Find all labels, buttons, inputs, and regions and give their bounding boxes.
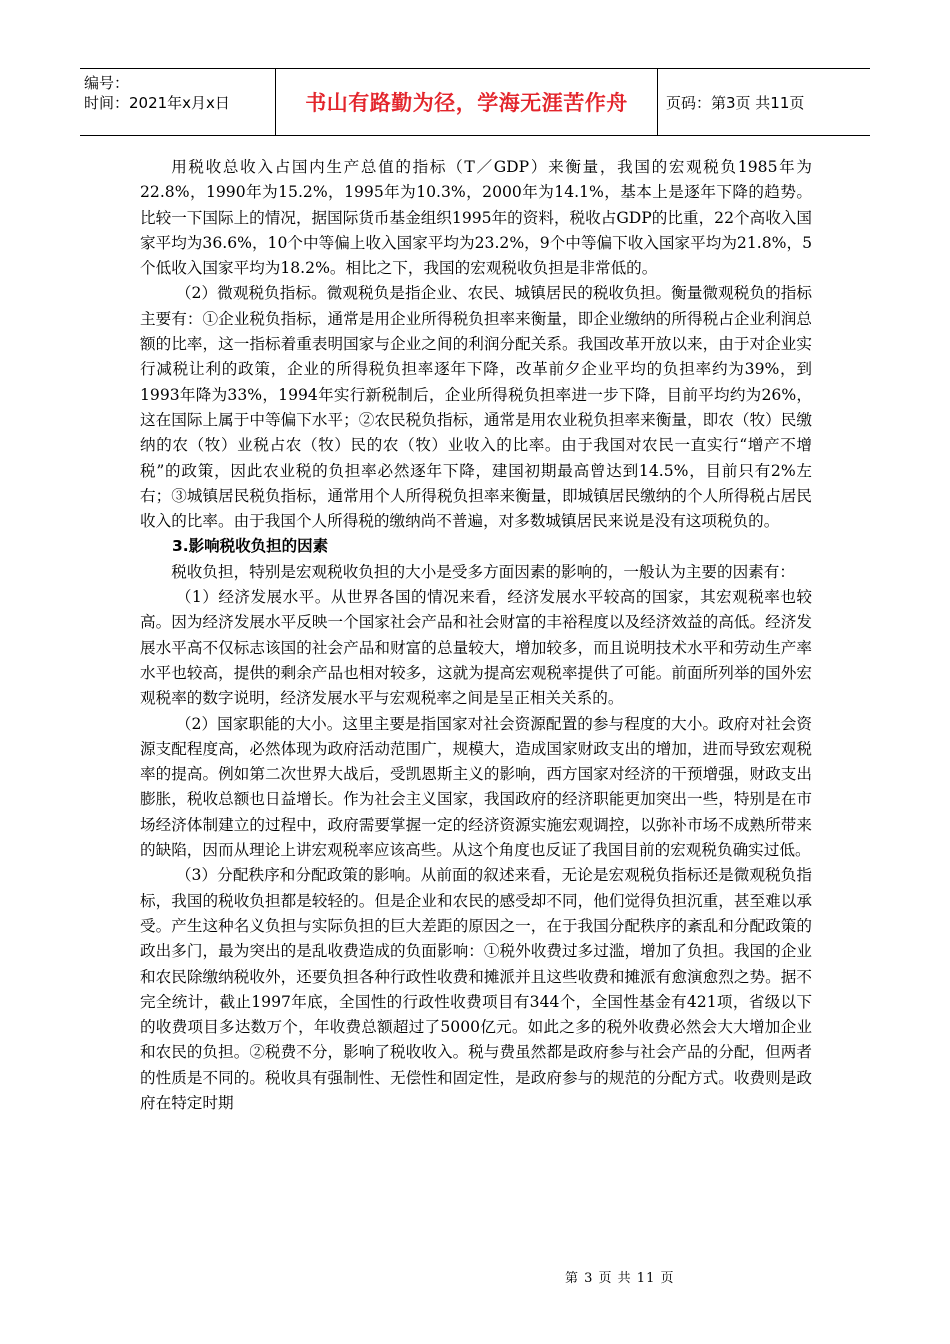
- page-footer: 第 3 页 共 11 页: [565, 1271, 675, 1286]
- doc-time-label: 时间：2021年x月x日: [84, 94, 230, 112]
- section-heading: 3.影响税收负担的因素: [172, 537, 329, 556]
- header-meta: [80, 69, 276, 135]
- document-body: [140, 155, 812, 1116]
- paragraph-state-function: （2）国家职能的大小。这里主要是指国家对社会资源配置的参与程度的大小。政府对社会资源支配程度高，必然体现为政府活动范围广，规模大，造成国家财政支出的增加，进而导致宏观税率的提高。例如第二次世界大战后，受凯恩斯主义的影响，西方国家对经济的干预增强，财政支出膨胀，税收总额也日益增长。作为社会主义国家，我国政府的经济职能更加突出一些，特别是在市场经济体制建立的过程中，政府需要掌握一定的经济资源实施宏观调控，以弥补市场不成熟所带来的缺陷，因而从理论上讲宏观税率应该高些。从这个角度也反证了我国目前的宏观税负确实过低。: [140, 714, 812, 860]
- document-header: [80, 68, 870, 136]
- header-page-info: 页码：第3页 共11页: [666, 93, 805, 112]
- paragraph-distribution-policy: （3）分配秩序和分配政策的影响。从前面的叙述来看，无论是宏观税负指标还是微观税负指标，我国的税收负担都是较轻的。但是企业和农民的感受却不同，他们觉得负担沉重，甚至难以承受。产生这种名义负担与实际负担的巨大差距的原因之一，在于我国分配秩序的紊乱和分配政策的政出多门，最为突出的是乱收费造成的负面影响：①税外收费过多过滥，增加了负担。我国的企业和农民除缴纳税收外，还要负担各种行政性收费和摊派并且这些收费和摊派有愈演愈烈之势。据不完全统计，截止1997年底，全国性的行政性收费项目有344个，全国性基金有421项，省级以下的收费项目多达数万个，年收费总额超过了5000亿元。如此之多的税外收费必然会大大增加企业和农民的负担。②税费不分，影响了税收收入。税与费虽然都是政府参与社会产品的分配，但两者的性质是不同的。税收具有强制性、无偿性和固定性，是政府参与的规范的分配方式。收费则是政府在特定时期: [140, 866, 812, 1112]
- paragraph-factors-intro: 税收负担，特别是宏观税收负担的大小是受多方面因素的影响的，一般认为主要的因素有：: [171, 562, 795, 581]
- header-motto: 书山有路勤为径，学海无涯苦作舟: [276, 69, 658, 135]
- paragraph-macro-tax: 用税收总收入占国内生产总值的指标（T／GDP）来衡量，我国的宏观税负1985年为22.8%，1990年为15.2%，1995年为10.3%，2000年为14.1%，基本上是逐年下降的趋势。比较一下国际上的情况，据国际货币基金组织1995年的资料，税收占GDP的比重，22个高收入国家平均为36.6%，10个中等偏上收入国家平均为23.2%，9个中等偏下收入国家平均为21.8%，5个低收入国家平均为18.2%。相比之下，我国的宏观税收负担是非常低的。: [140, 158, 812, 278]
- doc-number-label: 编号：: [84, 74, 130, 92]
- paragraph-economic-level: （1）经济发展水平。从世界各国的情况来看，经济发展水平较高的国家，其宏观税率也较高。因为经济发展水平反映一个国家社会产品和社会财富的丰裕程度以及经济效益的高低。经济发展水平高不仅标志该国的社会产品和财富的总量较大，增加较多，而且说明技术水平和劳动生产率水平也较高，提供的剩余产品也相对较多，这就为提高宏观税率提供了可能。前面所列举的国外宏观税率的数字说明，经济发展水平与宏观税率之间是呈正相关关系的。: [140, 588, 812, 708]
- paragraph-micro-tax: （2）微观税负指标。微观税负是指企业、农民、城镇居民的税收负担。衡量微观税负的指标主要有：①企业税负指标，通常是用企业所得税负担率来衡量，即企业缴纳的所得税占企业利润总额的比率，这一指标着重表明国家与企业之间的利润分配关系。我国改革开放以来，由于对企业实行减税让利的政策，企业的所得税负担率逐年下降，改革前夕企业平均的负担率约为39%，到1993年降为33%，1994年实行新税制后，企业所得税负担率进一步下降，目前平均约为26%，这在国际上属于中等偏下水平；②农民税负指标，通常是用农业税负担率来衡量，即农（牧）民缴纳的农（牧）业税占农（牧）民的农（牧）业收入的比率。由于我国对农民一直实行“增产不增税”的政策，因此农业税的负担率必然逐年下降，建国初期最高曾达到14.5%，目前只有2%左右；③城镇居民税负指标，通常用个人所得税负担率来衡量，即城镇居民缴纳的个人所得税占居民收入的比率。由于我国个人所得税的缴纳尚不普遍，对多数城镇居民来说是没有这项税负的。: [140, 284, 812, 531]
